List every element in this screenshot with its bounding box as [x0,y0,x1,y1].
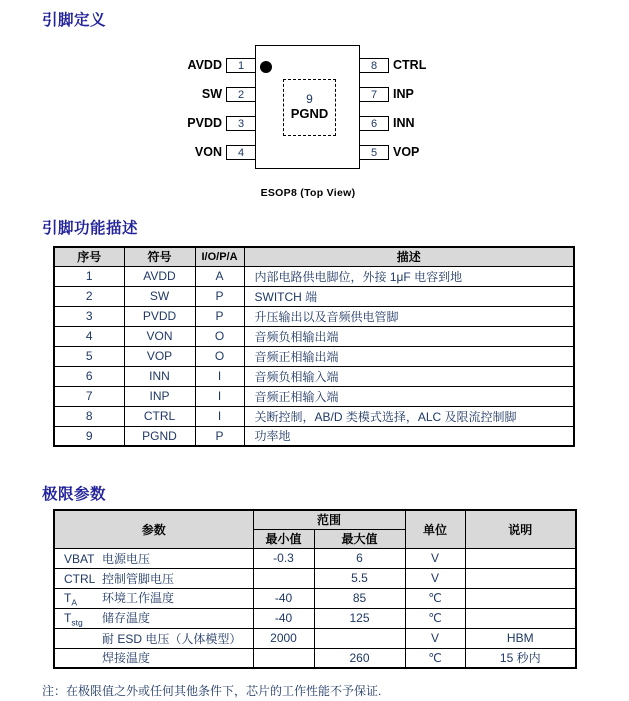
parameter-symbol: $T_{stg}$ [64,610,83,628]
max-value-cell: 5.5 [314,568,405,588]
table-row [54,346,574,366]
thermal-pad-number: 9 [306,92,313,107]
pin-number-cell: 5 [54,346,124,366]
table-row [54,608,576,628]
column-header-min: 最小值 [253,529,314,548]
parameter-symbol: VBAT [64,551,95,566]
column-header-max: 最大值 [314,529,405,548]
pin-label-pvdd: PVDD [187,116,222,130]
pin-number-cell: 7 [54,386,124,406]
thermal-pad-name: PGND [290,105,329,121]
column-header-note: 说明 [465,510,576,548]
note-cell [465,588,576,608]
thermal-pad [283,79,336,136]
table-row [54,306,574,326]
pin-symbol-cell: INN [124,366,195,386]
pin-iopa-cell: P [195,306,244,326]
pin-iopa-cell: I [195,386,244,406]
unit-cell: V [405,628,465,648]
unit-cell: V [405,548,465,568]
pin-box-3: 3 [226,116,256,131]
parameter-cell [54,608,253,628]
pin-description-cell: 升压输出以及音频供电管脚 [244,306,574,326]
footnote: 注：在极限值之外或任何其他条件下，芯片的工作性能不予保证. [42,684,382,698]
pin-number-cell: 1 [54,266,124,286]
pin-table-body [54,266,574,446]
pin-description-cell: 内部电路供电脚位，外接 1μF 电容到地 [244,266,574,286]
pin-description-cell: 音频负相输出端 [244,326,574,346]
pin-number-cell: 8 [54,406,124,426]
max-value-cell: 260 [314,648,405,668]
pin-description-cell: 音频正相输入端 [244,386,574,406]
pin-label-sw: SW [201,87,222,101]
parameter-cell [54,648,253,668]
pin-number-cell: 6 [54,366,124,386]
unit-cell: V [405,568,465,588]
note-cell: 15 秒内 [465,648,576,668]
min-value-cell [253,648,314,668]
column-header-symbol: 符号 [124,247,195,266]
pin-label-avdd: AVDD [187,58,222,72]
parameter-name: 控制管脚电压 [102,571,175,586]
pin-table-header-row [54,247,574,266]
table-row [54,386,574,406]
section-heading-abs-max: 极限参数 [42,486,107,503]
note-cell: HBM [465,628,576,648]
min-value-cell [253,568,314,588]
table-row [54,648,576,668]
pin-box-4: 4 [226,145,256,160]
pin-symbol-cell: VON [124,326,195,346]
min-value-cell: -40 [253,588,314,608]
parameter-name: 环境工作温度 [102,590,175,605]
parameter-name: 耐 ESD 电压（人体模型） [102,631,242,646]
pin-function-table [53,246,575,447]
pin1-indicator-dot-icon [260,61,272,73]
pin-description-cell: 关断控制，AB/D 类模式选择，ALC 及限流控制脚 [244,406,574,426]
pin-description-cell: 音频负相输入端 [244,366,574,386]
parameter-cell [54,548,253,568]
pin-label-inp: INP [393,87,414,101]
pin-box-8: 8 [359,58,389,73]
max-value-cell: 6 [314,548,405,568]
pin-number-cell: 2 [54,286,124,306]
table-row [54,548,576,568]
pin-label-inn: INN [393,116,415,130]
pin-label-von: VON [194,145,222,159]
pin-number-cell: 3 [54,306,124,326]
pin-label-vop: VOP [393,145,420,159]
parameter-name: 电源电压 [102,551,151,566]
pin-symbol-cell: PVDD [124,306,195,326]
pin-number-cell: 9 [54,426,124,446]
min-value-cell: -0.3 [253,548,314,568]
pin-iopa-cell: O [195,346,244,366]
pin-description-cell: 功率地 [244,426,574,446]
pin-iopa-cell: A [195,266,244,286]
pin-symbol-cell: INP [124,386,195,406]
table-row [54,628,576,648]
parameter-cell [54,628,253,648]
column-header-number: 序号 [54,247,124,266]
pin-box-5: 5 [359,145,389,160]
table-row [54,266,574,286]
limits-header-row-1 [54,510,576,529]
pin-iopa-cell: I [195,406,244,426]
pin-box-7: 7 [359,87,389,102]
table-row [54,568,576,588]
table-row [54,426,574,446]
min-value-cell: -40 [253,608,314,628]
pin-symbol-cell: SW [124,286,195,306]
pin-symbol-cell: VOP [124,346,195,366]
pin-iopa-cell: O [195,326,244,346]
chip-diagram [0,0,629,212]
table-row [54,366,574,386]
section-heading-pin-definition: 引脚定义 [42,12,107,29]
pin-iopa-cell: P [195,426,244,446]
column-header-description: 描述 [244,247,574,266]
max-value-cell: 125 [314,608,405,628]
unit-cell: ℃ [405,648,465,668]
note-cell [465,568,576,588]
parameter-cell [54,568,253,588]
parameter-symbol: CTRL [64,571,96,586]
min-value-cell: 2000 [253,628,314,648]
pin-symbol-cell: PGND [124,426,195,446]
table-row [54,406,574,426]
table-row [54,588,576,608]
column-header-iopa: I/O/P/A [195,247,244,266]
column-header-unit: 单位 [405,510,465,548]
pin-box-2: 2 [226,87,256,102]
pin-description-cell: 音频正相输出端 [244,346,574,366]
section-heading-pin-function: 引脚功能描述 [42,220,139,237]
pin-symbol-cell: CTRL [124,406,195,426]
parameter-name: 焊接温度 [102,651,151,666]
pin-box-1: 1 [226,58,256,73]
parameter-symbol: $T_A$ [64,590,78,608]
unit-cell: ℃ [405,608,465,628]
column-header-parameter: 参数 [54,510,253,548]
package-caption: ESOP8 (Top View) [260,187,356,199]
note-cell [465,608,576,628]
pin-iopa-cell: I [195,366,244,386]
parameter-name: 储存温度 [102,610,151,625]
unit-cell: ℃ [405,588,465,608]
pin-box-6: 6 [359,116,389,131]
max-value-cell: 85 [314,588,405,608]
pin-description-cell: SWITCH 端 [244,286,574,306]
parameter-cell [54,588,253,608]
table-row [54,286,574,306]
pin-number-cell: 4 [54,326,124,346]
pin-symbol-cell: AVDD [124,266,195,286]
note-cell [465,548,576,568]
pin-iopa-cell: P [195,286,244,306]
limits-table [53,509,577,669]
column-header-range: 范围 [253,510,405,529]
max-value-cell [314,628,405,648]
pin-label-ctrl: CTRL [393,58,427,72]
table-row [54,326,574,346]
limits-table-body [54,548,576,668]
